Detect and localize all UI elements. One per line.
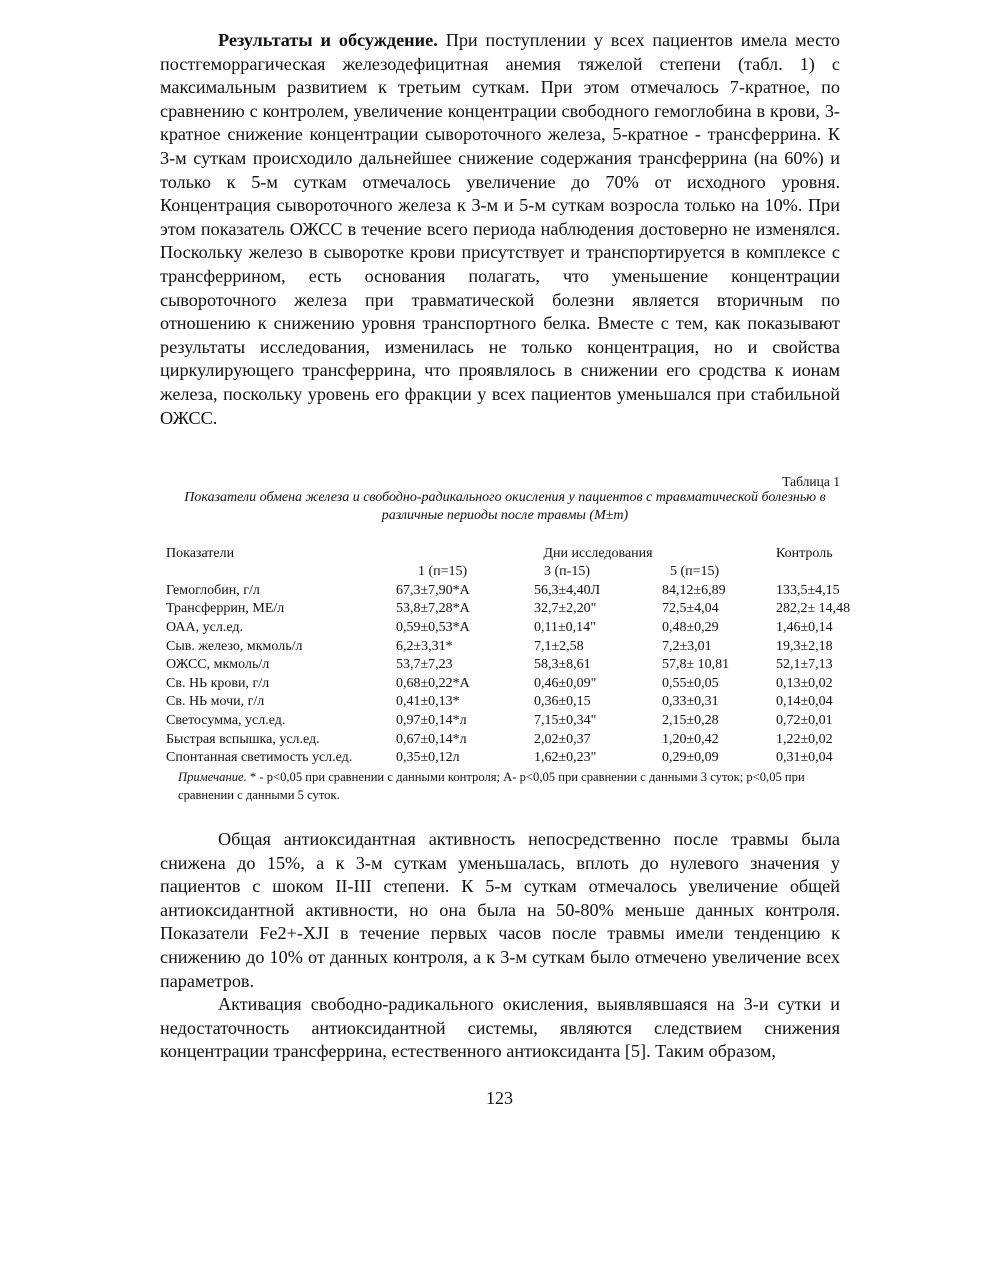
row-day1: 0,68±0,22*А — [396, 675, 470, 691]
row-control: 0,72±0,01 — [776, 712, 833, 728]
note-label: Примечание. — [178, 770, 247, 784]
row-day5: 72,5±4,04 — [662, 601, 719, 617]
table-number: Таблица 1 — [782, 474, 840, 489]
row-day1: 0,59±0,53*А — [396, 619, 470, 635]
results-paragraph — [160, 29, 840, 430]
table-caption: Показатели обмена железа и свободно-радикального окисления у пациентов с травматической болезнью в различные периоды после травмы (М±m) — [184, 490, 826, 523]
row-control: 133,5±4,15 — [776, 582, 840, 598]
row-control: 1,22±0,02 — [776, 731, 833, 747]
row-day3: 2,02±0,37 — [534, 731, 591, 747]
row-day3: 32,7±2,20" — [534, 601, 597, 617]
header-day5: 5 (п=15) — [670, 564, 720, 580]
row-control: 282,2± 14,48 — [776, 601, 851, 617]
table-note — [178, 768, 848, 804]
row-control: 0,14±0,04 — [776, 694, 833, 710]
row-day3: 0,46±0,09" — [534, 675, 597, 691]
row-day3: 0,36±0,15 — [534, 694, 591, 710]
row-day3: 7,1±2,58 — [534, 638, 584, 654]
row-indicator: Трансферрин, МЕ/л — [166, 601, 285, 617]
table-row — [166, 748, 886, 767]
row-indicator: ОАА, усл.ед. — [166, 619, 243, 635]
header-days: Дни исследования — [543, 545, 653, 561]
row-indicator: Св. НЬ крови, г/л — [166, 675, 270, 691]
table-row — [166, 636, 886, 655]
row-day3: 0,11±0,14" — [534, 619, 596, 635]
row-indicator: Сыв. железо, мкмоль/л — [166, 638, 303, 654]
page-number: 123 — [486, 1088, 513, 1108]
row-day3: 58,3±8,61 — [534, 657, 591, 673]
row-control: 0,13±0,02 — [776, 675, 833, 691]
row-day1: 67,3±7,90*А — [396, 582, 470, 598]
row-day1: 0,67±0,14*л — [396, 731, 467, 747]
table-row — [166, 673, 886, 692]
conclusion-paragraph: Активация свободно-радикального окисления, выявлявшаяся на 3-и сутки и недостаточность антиоксидантной системы, являются следствием снижения концентрации трансферрина, естественного антиоксиданта [5]. Таким образом, — [160, 994, 840, 1062]
table-row — [166, 729, 886, 748]
header-day3: 3 (п-15) — [544, 564, 590, 580]
results-text: При поступлении у всех пациентов имела место постгеморрагическая железодефицитная анемия тяжелой степени (табл. 1) с максимальным развитием к третьим суткам. При этом отмечалось 7-кратное, по сравнению с контролем, увеличение концентрации свободного гемоглобина в крови, 3-кратное снижение концентрации сывороточного железа, 5-кратное - трансферрина. К 3-м суткам происходило дальнейшее снижение содержания трансферрина (на 60%) и только к 5-м суткам отмечалось увеличение до 70% от исходного уровня. Концентрация сывороточного железа к 3-м и 5-м суткам возросла только на 10%. При этом показатель ОЖСС в течение всего периода наблюдения достоверно не изменялся. Поскольку железо в сыворотке крови присутствует и транспортируется в комплексе с трансферрином, есть основания полагать, что уменьшение концентрации сывороточного железа при травматической болезни является вторичным по отношению к снижению уровня транспортного белка. Вместе с тем, как показывают результаты исследования, изменилась не только концентрация, но и свойства циркулирующего трансферрина, что проявлялось в снижении его сродства к ионам железа, поскольку уровень его фракции у всех пациентов уменьшался при стабильной ОЖСС. — [160, 30, 840, 428]
table-row — [166, 655, 886, 674]
table-row — [166, 692, 886, 711]
header-control: Контроль — [776, 545, 833, 561]
table-row — [166, 710, 886, 729]
row-day3: 56,3±4,40Л — [534, 582, 601, 598]
results-table — [166, 543, 886, 766]
row-indicator: Св. НЬ мочи, г/л — [166, 694, 265, 710]
results-heading: Результаты и обсуждение. — [218, 30, 438, 50]
table-subheader-row — [166, 562, 886, 581]
row-indicator: Спонтанная светимость усл.ед. — [166, 750, 353, 766]
row-indicator: Гемоглобин, г/л — [166, 582, 260, 598]
row-day3: 1,62±0,23" — [534, 750, 597, 766]
antioxidant-paragraph: Общая антиоксидантная активность непосредственно после травмы была снижена до 15%, а к 3-м суткам уменьшалась, вплоть до нулевого значения у пациентов с шоком II-III степени. К 5-м суткам отмечалось увеличение общей антиоксидантной активности, но она была на 50-80% меньше данных контроля. Показатели Fe2+-XJI в течение первых часов после травмы имели тенденцию к снижению до 10% от данных контроля, а к 3-м суткам было отмечено увеличение всех параметров. — [160, 829, 840, 991]
row-indicator: Светосумма, усл.ед. — [166, 712, 286, 728]
row-control: 1,46±0,14 — [776, 619, 833, 635]
row-day5: 84,12±6,89 — [662, 582, 726, 598]
row-control: 52,1±7,13 — [776, 657, 833, 673]
table-row — [166, 580, 886, 599]
row-day1: 0,97±0,14*л — [396, 712, 467, 728]
row-control: 19,3±2,18 — [776, 638, 833, 654]
row-day5: 2,15±0,28 — [662, 712, 719, 728]
row-day5: 0,55±0,05 — [662, 675, 719, 691]
header-indicator: Показатели — [166, 545, 235, 561]
row-day3: 7,15±0,34" — [534, 712, 597, 728]
row-day5: 1,20±0,42 — [662, 731, 719, 747]
table-header-row — [166, 543, 886, 562]
row-day5: 7,2±3,01 — [662, 638, 712, 654]
row-day5: 0,29±0,09 — [662, 750, 719, 766]
row-control: 0,31±0,04 — [776, 750, 833, 766]
header-day1: 1 (п=15) — [418, 564, 468, 580]
row-day5: 0,48±0,29 — [662, 619, 719, 635]
row-indicator: ОЖСС, мкмоль/л — [166, 657, 270, 673]
row-indicator: Быстрая вспышка, усл.ед. — [166, 731, 320, 747]
row-day5: 0,33±0,31 — [662, 694, 719, 710]
table-row — [166, 617, 886, 636]
row-day1: 0,35±0,12л — [396, 750, 460, 766]
row-day1: 53,8±7,28*А — [396, 601, 470, 617]
row-day5: 57,8± 10,81 — [662, 657, 730, 673]
row-day1: 6,2±3,31* — [396, 638, 453, 654]
note-text: * - р<0,05 при сравнении с данными контроля; А- р<0,05 при сравнении с данными 3 суток; р<0,05 при сравнении с данными 5 суток. — [178, 770, 805, 802]
table-row — [166, 599, 886, 618]
row-day1: 0,41±0,13* — [396, 694, 460, 710]
row-day1: 53,7±7,23 — [396, 657, 453, 673]
